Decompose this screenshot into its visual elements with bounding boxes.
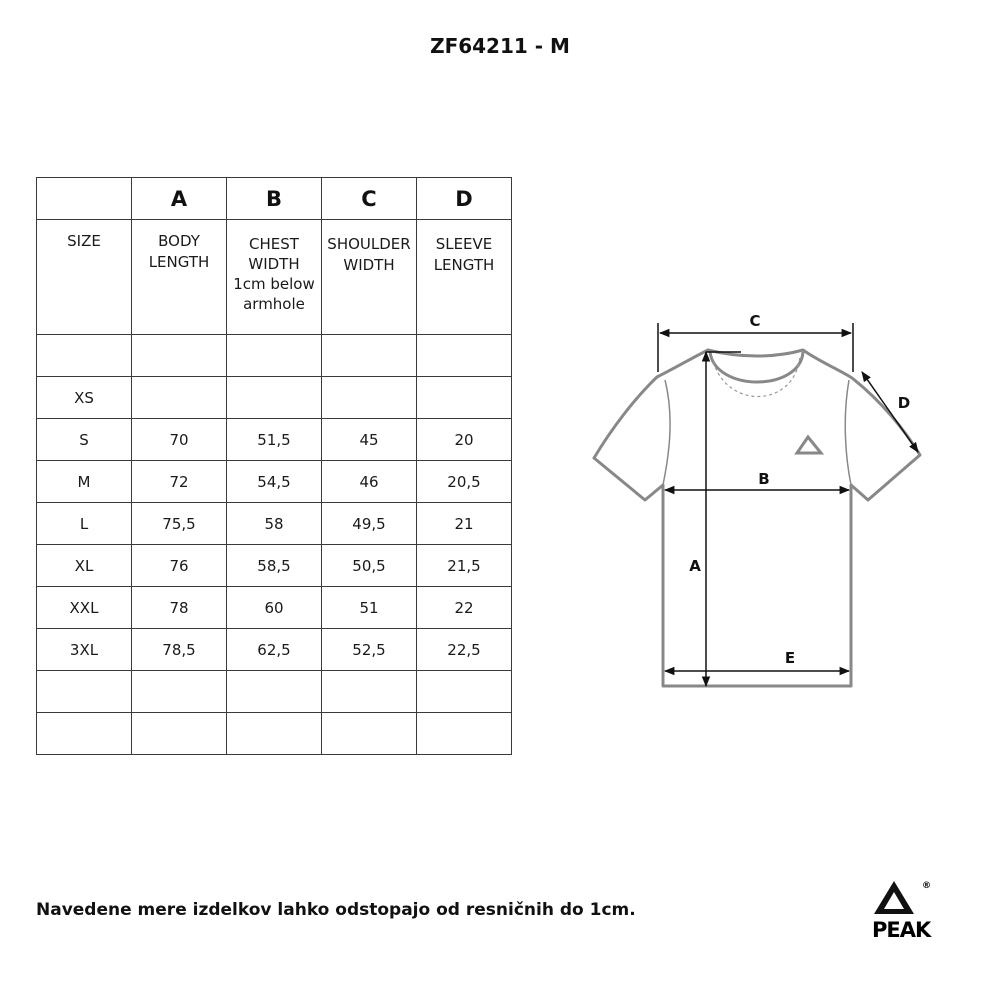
table-cell xyxy=(37,671,132,713)
header-line: SLEEVE xyxy=(435,235,493,253)
header-line: armhole xyxy=(243,295,305,313)
registered-mark: ® xyxy=(922,881,931,891)
table-cell: XS xyxy=(37,377,132,419)
table-cell: 78,5 xyxy=(132,629,227,671)
table-cell xyxy=(322,377,417,419)
table-cell xyxy=(227,335,322,377)
table-cell: 78 xyxy=(132,587,227,629)
header-line: CHEST xyxy=(249,235,299,253)
table-cell: 50,5 xyxy=(322,545,417,587)
table-cell xyxy=(227,671,322,713)
table-row xyxy=(37,713,512,755)
label-d: D xyxy=(897,394,911,412)
table-cell xyxy=(417,377,512,419)
label-c: C xyxy=(749,312,761,330)
measurement-lines xyxy=(658,323,918,686)
table-cell: 3XL xyxy=(37,629,132,671)
table-row xyxy=(37,461,512,503)
table-cell: 22,5 xyxy=(417,629,512,671)
table-cell xyxy=(322,713,417,755)
table-cell: 58,5 xyxy=(227,545,322,587)
table-cell xyxy=(417,335,512,377)
table-row xyxy=(37,503,512,545)
table-row xyxy=(37,629,512,671)
table-cell: 20 xyxy=(417,419,512,461)
table-cell xyxy=(322,335,417,377)
table-cell: 51,5 xyxy=(227,419,322,461)
size-chart-table xyxy=(36,177,512,755)
table-cell xyxy=(37,713,132,755)
table-cell: 52,5 xyxy=(322,629,417,671)
letter-cell: C xyxy=(322,178,417,220)
header-sleeve-length xyxy=(417,220,512,335)
table-cell xyxy=(227,377,322,419)
table-cell: 51 xyxy=(322,587,417,629)
letter-cell xyxy=(37,178,132,220)
t-shirt-measurement-diagram xyxy=(585,300,930,700)
label-b: B xyxy=(758,470,770,488)
header-line: LENGTH xyxy=(433,256,495,274)
table-row xyxy=(37,671,512,713)
table-row xyxy=(37,587,512,629)
disclaimer-note: Navedene mere izdelkov lahko odstopajo od resničnih do 1cm. xyxy=(36,900,636,920)
letter-cell: A xyxy=(132,178,227,220)
header-size-label: SIZE xyxy=(67,232,101,250)
header-line: WIDTH xyxy=(248,255,300,273)
table-cell xyxy=(132,335,227,377)
header-line: 1cm below xyxy=(233,275,315,293)
peak-logo xyxy=(868,878,948,942)
table-cell: M xyxy=(37,461,132,503)
table-cell xyxy=(132,671,227,713)
table-cell: L xyxy=(37,503,132,545)
table-cell: 20,5 xyxy=(417,461,512,503)
header-line: SHOULDER xyxy=(327,235,411,253)
table-cell: 49,5 xyxy=(322,503,417,545)
header-line: LENGTH xyxy=(148,253,210,271)
d-arrow xyxy=(862,372,918,452)
letter-cell: B xyxy=(227,178,322,220)
table-cell: 70 xyxy=(132,419,227,461)
table-row xyxy=(37,545,512,587)
header-shoulder-width xyxy=(322,220,417,335)
table-cell: 76 xyxy=(132,545,227,587)
table-cell xyxy=(132,713,227,755)
measurement-letter-row xyxy=(37,178,512,220)
table-cell: S xyxy=(37,419,132,461)
table-cell: 62,5 xyxy=(227,629,322,671)
header-row xyxy=(37,220,512,335)
peak-logo-text: PEAK xyxy=(872,918,931,942)
table-cell: 21 xyxy=(417,503,512,545)
table-cell xyxy=(417,671,512,713)
table-row xyxy=(37,335,512,377)
table-cell: 54,5 xyxy=(227,461,322,503)
table-cell: XL xyxy=(37,545,132,587)
table-cell xyxy=(322,671,417,713)
table-cell xyxy=(37,335,132,377)
header-line: WIDTH xyxy=(343,256,395,274)
table-row xyxy=(37,419,512,461)
page-title: ZF64211 - M xyxy=(430,34,570,58)
letter-cell: D xyxy=(417,178,512,220)
table-cell xyxy=(227,713,322,755)
header-body-length xyxy=(132,220,227,335)
table-cell xyxy=(417,713,512,755)
header-line: BODY xyxy=(158,232,200,250)
chest-logo-icon xyxy=(797,437,821,453)
table-row xyxy=(37,377,512,419)
table-cell: 45 xyxy=(322,419,417,461)
table-cell: 72 xyxy=(132,461,227,503)
table-cell: 46 xyxy=(322,461,417,503)
header-chest-width xyxy=(227,220,322,335)
label-e: E xyxy=(784,649,796,667)
table-cell: 60 xyxy=(227,587,322,629)
label-a: A xyxy=(689,557,701,575)
table-cell: 75,5 xyxy=(132,503,227,545)
t-shirt-outline xyxy=(594,350,920,686)
header-size xyxy=(37,220,132,335)
table-cell: XXL xyxy=(37,587,132,629)
table-cell: 22 xyxy=(417,587,512,629)
table-cell xyxy=(132,377,227,419)
table-cell: 21,5 xyxy=(417,545,512,587)
table-cell: 58 xyxy=(227,503,322,545)
